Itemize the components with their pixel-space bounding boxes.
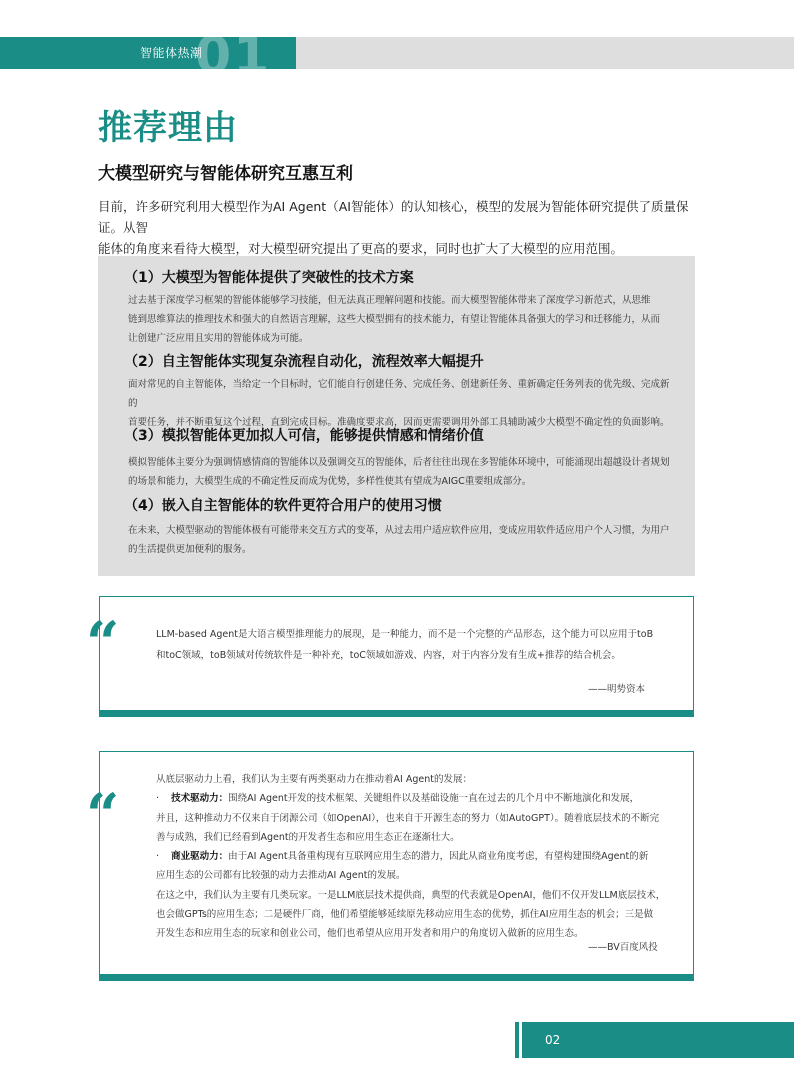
quote-text-2 [156,770,686,944]
reason-line: 让创建广泛应用且实用的智能体成为可能。 [128,333,309,344]
header-band-gray [296,37,794,69]
bullet-text: 由于AI Agent具备重构现有互联网应用生态的潜力，因此从商业角度考虑，有望构建围绕Agent的新 [228,851,649,863]
quote-source-2: ——BV百度风投 [588,942,658,953]
quote-line: 并且，这种推动力不仅来自于闭源公司（如OpenAI），也来自于开源生态的努力（如AutoGPT）。随着底层技术的不断完 [156,812,660,824]
bullet-dot: · [156,793,160,805]
reason-body-3 [128,453,673,491]
quote-line: 开发生态和应用生态的玩家和创业公司，他们也希望从应用开发者和用户的角度切入做新的应用生态。 [156,928,584,940]
quote-line: 善与成熟，我们已经看到Agent的开发者生态和应用生态正在逐渐壮大。 [156,831,460,843]
intro-paragraph [98,196,698,259]
bullet-dot: · [156,851,160,863]
page-number: 02 [545,1033,561,1047]
reason-title-2: （2）自主智能体实现复杂流程自动化，流程效率大幅提升 [124,354,484,370]
quote-mark-icon: “ [86,609,120,677]
bullet-tech [156,789,686,808]
bullet-text: 围绕AI Agent开发的技术框架、关键组件以及基础设施一直在过去的几个月中不断地演化和发展， [228,793,640,805]
reason-line: 的场景和能力，大模型生成的不确定性反而成为优势，多样性使其有望成为AIGC重要组成部分。 [128,476,532,487]
reason-line: 在未来，大模型驱动的智能体极有可能带来交互方式的变革，从过去用户适应软件应用，变成应用软件适应用户个人习惯，为用户 [128,525,670,536]
quote-line: 也会做GPTs的应用生态；二是硬件厂商，他们希望能够延续原先移动应用生态的优势，抓住AI应用生态的机会；三是做 [156,909,654,921]
reason-title-1: （1）大模型为智能体提供了突破性的技术方案 [124,270,414,286]
bullet-key: 技术驱动力： [171,793,229,805]
quote-line: LLM-based Agent是大语言模型推理能力的展现，是一种能力，而不是一个完整的产品形态，这个能力可以应用于toB [156,629,654,640]
reason-line: 模拟智能体主要分为强调情感情商的智能体以及强调交互的智能体，后者往往出现在多智能体环境中，可能涌现出超越设计者规划 [128,457,670,468]
section-subheading: 大模型研究与智能体研究互惠互利 [98,164,353,184]
quote-mark-icon: “ [86,781,120,849]
reason-line: 首要任务，并不断重复这个过程，直到完成目标。准确度要求高，因而更需要调用外部工具辅助减少大模型不确定性的负面影响。 [128,417,670,428]
quote-line: 应用生态的公司都有比较强的动力去推动AI Agent的发展。 [156,870,406,882]
reason-line: 链到思维算法的推理技术和强大的自然语言理解，这些大模型拥有的技术能力，有望让智能体具备强大的学习和迁移能力，从而 [128,314,661,325]
quote-line: 和toC领域，toB领域对传统软件是一种补充，toC领域如游戏、内容，对于内容分发有生成+推荐的结合机会。 [156,650,621,661]
quote-card-bottom-bar [99,710,694,717]
intro-line: 能体的角度来看待大模型，对大模型研究提出了更高的要求，同时也扩大了大模型的应用范围。 [98,241,624,256]
reason-title-3: （3）模拟智能体更加拟人可信，能够提供情感和情绪价值 [124,428,484,444]
section-number: 01 [195,26,272,86]
section-label: 智能体热潮 [140,46,203,60]
quote-source-1: ——明势资本 [588,684,646,695]
quote-line: 从底层驱动力上看，我们认为主要有两类驱动力在推动着AI Agent的发展： [156,774,472,785]
reason-body-1 [128,291,673,348]
reason-line: 面对常见的自主智能体，当给定一个目标时，它们能自行创建任务、完成任务、创建新任务、重新确定任务列表的优先级、完成新的 [128,379,670,409]
reason-body-4 [128,521,673,559]
reason-title-4: （4）嵌入自主智能体的软件更符合用户的使用习惯 [124,498,442,514]
footer-stripe [519,1022,522,1058]
quote-text-1 [156,624,686,666]
quote-line: 在这之中，我们认为主要有几类玩家。一是LLM底层技术提供商，典型的代表就是OpenAI，他们不仅开发LLM底层技术， [156,889,666,901]
reason-line: 的生活提供更加便利的服务。 [128,544,252,555]
bullet-business [156,847,686,866]
page-title: 推荐理由 [98,108,238,148]
intro-line: 目前，许多研究利用大模型作为AI Agent（AI智能体）的认知核心，模型的发展为智能体研究提供了质量保证。从智 [98,199,689,235]
quote-card-bottom-bar [99,974,694,981]
reason-body-2 [128,375,673,432]
bullet-key: 商业驱动力： [171,851,229,863]
reason-line: 过去基于深度学习框架的智能体能够学习技能，但无法真正理解问题和技能。而大模型智能体带来了深度学习新范式，从思维 [128,295,651,306]
